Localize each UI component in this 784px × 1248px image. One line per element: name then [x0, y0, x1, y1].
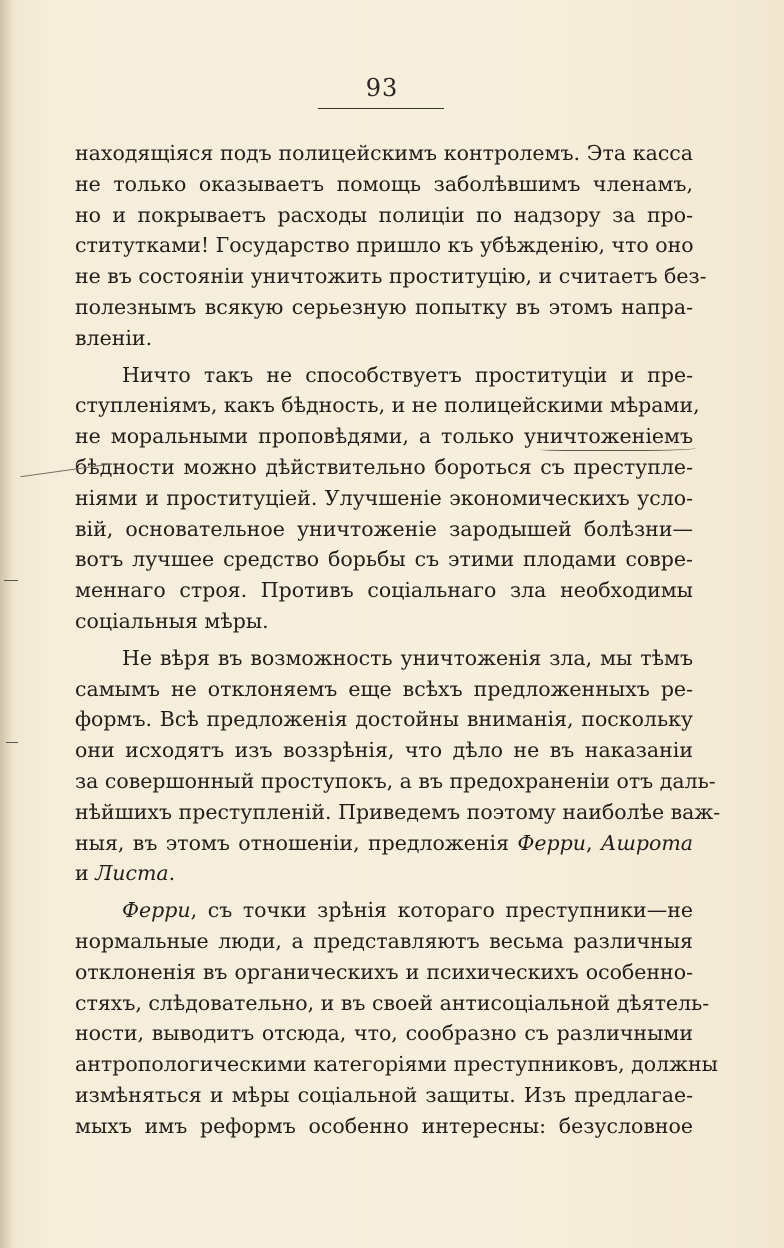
margin-tick: [4, 580, 18, 581]
text-line: отклоненія въ органическихъ и психическихъ особенно-: [75, 959, 693, 984]
text-line: вій, основательное уничтоженіе зародышей болѣзни—: [75, 516, 693, 541]
text-line: антропологическими категоріями преступниковъ, должны: [75, 1052, 718, 1077]
text-line: нѣйшихъ преступленій. Приведемъ поэтому наиболѣе важ-: [75, 799, 721, 824]
text-line: соціальныя мѣры.: [75, 608, 269, 633]
text-line: формъ. Всѣ предложенія достойны вниманія, поскольку: [75, 707, 693, 732]
pencil-underline: [540, 444, 696, 451]
text-line: самымъ не отклоняемъ еще всѣхъ предложенныхъ ре-: [75, 676, 693, 701]
text-line: не моральными проповѣдями, а только уничтоженіемъ: [75, 424, 693, 449]
text-line: ститутками! Государство пришло къ убѣжденію, что оно: [75, 233, 694, 258]
text-line: за совершонный проступокъ, а въ предохраненіи отъ даль-: [75, 768, 716, 793]
text-line: [75, 895, 693, 926]
text-line: [75, 858, 693, 889]
text-line: вотъ лучшее средство борьбы съ этими плодами совре-: [75, 547, 693, 572]
text-line: бѣдности можно дѣйствительно бороться съ преступле-: [75, 454, 693, 479]
margin-tick: [6, 742, 18, 743]
text-line: но и покрываетъ расходы полиціи по надзору за про-: [75, 202, 693, 227]
text-line: ности, выводитъ отсюда, что, сообразно съ различными: [75, 1021, 693, 1046]
text-run: .: [168, 861, 176, 886]
text-line: измѣняться и мѣры соціальной защиты. Изъ предлагае-: [75, 1082, 693, 1107]
body-text: [75, 138, 721, 1142]
author-name: Ферри: [122, 898, 191, 923]
text-run: , съ точки зрѣнія котораго преступники—не: [190, 898, 693, 923]
text-line: они исходятъ изъ воззрѣнія, что дѣло не въ наказаніи: [75, 738, 693, 763]
text-line: вленіи.: [75, 325, 153, 350]
text-run: ,: [586, 830, 601, 855]
text-line: нормальные люди, а представляютъ весьма различныя: [75, 928, 693, 953]
text-line: [75, 828, 693, 859]
spine-shadow: [0, 0, 14, 1248]
text-run: и: [75, 861, 96, 886]
page-number: 93: [365, 74, 399, 102]
text-line: ніями и проституціей. Улучшеніе экономическихъ усло-: [75, 485, 693, 510]
header-rule: [318, 108, 444, 109]
author-name: Ашрота: [600, 830, 693, 855]
text-line: полезнымъ всякую серьезную попытку въ этомъ напра-: [75, 294, 693, 319]
text-line: ступленіямъ, какъ бѣдность, и не полицейскими мѣрами,: [75, 393, 700, 418]
text-line: находящіяся подъ полицейскимъ контролемъ. Эта касса: [75, 141, 693, 165]
text-line: меннаго строя. Противъ соціальнаго зла необходимы: [75, 578, 693, 603]
text-line: не только оказываетъ помощь заболѣвшимъ членамъ,: [75, 171, 693, 196]
text-line: мыхъ имъ реформъ особенно интересны: безусловное: [75, 1113, 693, 1138]
author-name: Листа: [95, 861, 169, 886]
author-name: Ферри: [517, 830, 587, 855]
text-run: ныя, въ этомъ отношеніи, предложенія: [75, 830, 518, 855]
text-line: Не вѣря въ возможность уничтоженія зла, мы тѣмъ: [122, 645, 693, 670]
text-line: не въ состояніи уничтожить проституцію, и считаетъ без-: [75, 264, 707, 289]
text-line: стяхъ, слѣдовательно, и въ своей антисоціальной дѣятель-: [75, 990, 710, 1015]
text-line: Ничто такъ не способствуетъ проституціи и пре-: [122, 362, 693, 387]
